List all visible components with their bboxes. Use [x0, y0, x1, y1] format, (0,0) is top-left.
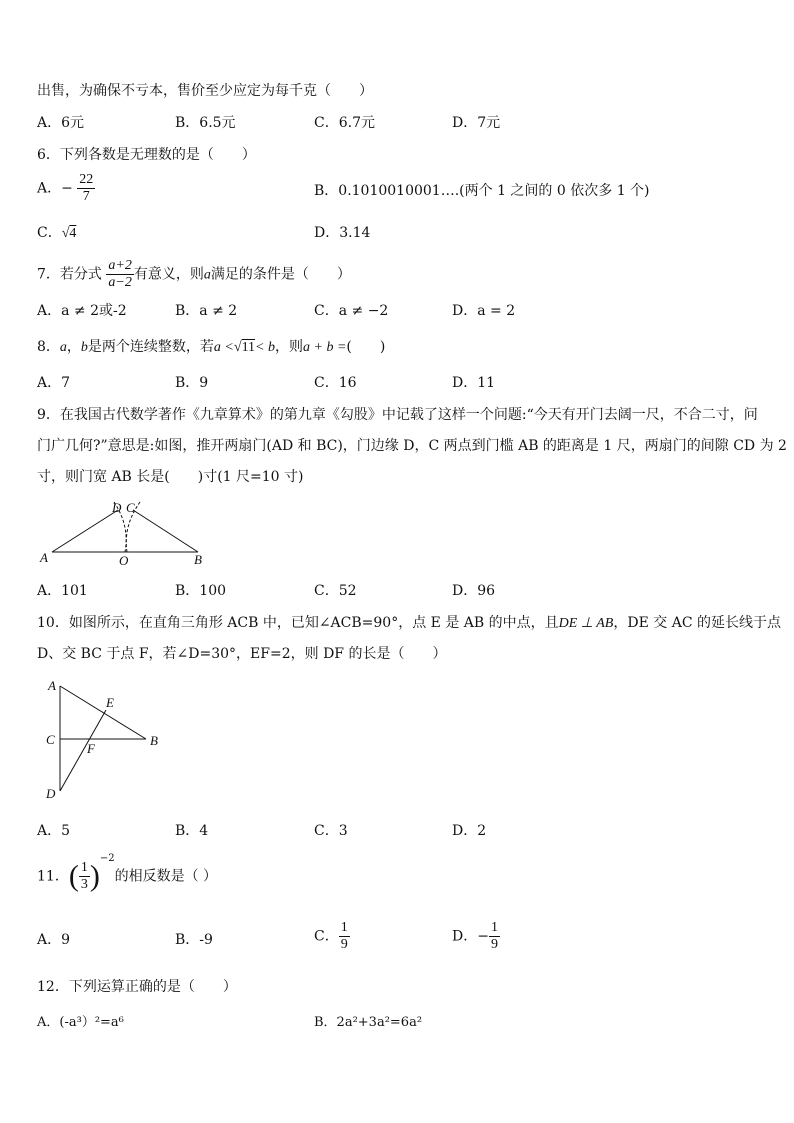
q6-option-a-prefix: A．−	[37, 180, 73, 197]
q12-option-a[interactable]: A．(-a³）²=a⁶	[37, 1015, 124, 1030]
q11-stem-pre: 11．	[37, 868, 69, 885]
q6-option-c-prefix: C．	[37, 225, 62, 241]
q11-fraction-denominator: 3	[80, 877, 88, 892]
q5-option-d[interactable]: D．7元	[452, 115, 501, 131]
q10-option-d[interactable]: D．2	[452, 823, 487, 839]
q8-var-b: b	[80, 340, 88, 355]
q11-option-d-prefix: D．−	[452, 928, 489, 945]
door-bc-line	[133, 510, 198, 552]
q12-option-b[interactable]: B．2a²+3a²=6a²	[314, 1015, 423, 1030]
q6-stem: 6．下列各数是无理数的是（ ）	[37, 147, 256, 163]
q7-fraction	[106, 258, 133, 291]
q9-option-d[interactable]: D．96	[452, 583, 496, 599]
q10-stem-line-1c: ，DE 交 AC 的延长线于点	[613, 615, 781, 631]
q9-stem-line-3: 寸，则门宽 AB 长是( )寸(1 尺=10 寸)	[37, 469, 304, 485]
q8-stem-post: ( )	[346, 339, 386, 355]
q5-option-a[interactable]: A．6元	[37, 115, 85, 131]
q7-fraction-denominator: a−2	[108, 275, 132, 290]
q8-stem-mid3: ，则	[275, 339, 303, 355]
q8-expression: a + b =	[303, 340, 347, 355]
q7-option-a[interactable]: A．a ≠ 2或-2	[37, 303, 127, 319]
q11-option-b[interactable]: B．-9	[175, 932, 213, 948]
sqrt-icon: √	[61, 226, 70, 241]
segment-de	[60, 710, 106, 791]
q12-stem: 12．下列运算正确的是（ ）	[37, 979, 237, 995]
q10-triangle-diagram	[40, 676, 170, 804]
label-b: B	[150, 733, 158, 748]
q8-option-a[interactable]: A．7	[37, 375, 71, 391]
q10-option-a[interactable]: A．5	[37, 823, 71, 839]
q11-exponent: −2	[99, 853, 115, 864]
q11-option-c-denominator: 9	[340, 937, 348, 952]
q11-option-c-prefix: C．	[314, 928, 339, 945]
label-b: B	[194, 552, 202, 567]
label-d: D	[112, 500, 122, 515]
label-e: E	[106, 695, 114, 710]
label-a: A	[48, 678, 56, 693]
q11-stem	[37, 853, 218, 893]
q11-option-d[interactable]	[452, 920, 500, 953]
q11-option-c-numerator: 1	[340, 920, 348, 935]
q6-option-b[interactable]: B．0.1010010001….(两个 1 之间的 0 依次多 1 个)	[314, 183, 650, 199]
q5-stem-continuation: 出售，为确保不亏本，售价至少应定为每千克（ ）	[37, 83, 373, 99]
q8-stem-mid1: ，	[66, 339, 81, 355]
q8-stem-mid2: 是两个连续整数，若	[87, 339, 214, 355]
q11-fraction	[79, 860, 90, 893]
q8-option-d[interactable]: D．11	[452, 375, 496, 391]
q9-option-c[interactable]: C．52	[314, 583, 357, 599]
segment-ab	[60, 686, 146, 739]
q9-stem-line-2: 门广几何?”意思是:如图，推开两扇门(AD 和 BC)，门边缘 D，C 两点到门槛 AB 的距离是 1 尺，两扇门的间隙 CD 为 2	[37, 438, 787, 454]
q11-stem-post: 的相反数是（ ）	[114, 868, 218, 885]
q11-option-a[interactable]: A．9	[37, 932, 71, 948]
q8-stem-pre: 8．	[37, 339, 60, 355]
label-c: C	[126, 500, 135, 515]
sqrt-icon: √	[233, 340, 242, 355]
q9-option-a[interactable]: A．101	[37, 583, 88, 599]
q8-ineq-right: < b	[255, 340, 275, 355]
q10-perpendicular-expr: DE ⊥ AB	[558, 616, 614, 631]
q7-stem	[37, 258, 351, 291]
label-f: F	[87, 741, 95, 756]
q8-stem	[37, 338, 385, 357]
q11-option-d-fraction	[489, 920, 500, 953]
q7-option-c[interactable]: C．a ≠ −2	[314, 303, 389, 319]
q6-option-a-denominator: 7	[82, 189, 90, 204]
q8-radicand: 11	[241, 340, 256, 355]
q11-option-c-fraction	[339, 920, 350, 953]
q7-stem-post2: 满足的条件是（ ）	[210, 266, 351, 283]
label-o: O	[119, 553, 129, 568]
q11-option-d-denominator: 9	[490, 937, 498, 952]
q11-option-c[interactable]	[314, 920, 350, 953]
q6-option-a[interactable]	[37, 172, 95, 205]
q6-option-c[interactable]	[37, 224, 76, 243]
q8-option-c[interactable]: C．16	[314, 375, 357, 391]
door-ad-line	[52, 510, 118, 552]
q10-stem-line-2: D、交 BC 于点 F，若∠D=30°，EF=2，则 DF 的长是（ ）	[37, 646, 447, 662]
q9-stem-line-1: 9．在我国古代数学著作《九章算术》的第九章《勾股》中记载了这样一个问题:“今天有开门去阔一尺，不合二寸，问	[37, 407, 758, 423]
q9-option-b[interactable]: B．100	[175, 583, 227, 599]
q8-ineq-left: a <	[213, 340, 234, 355]
label-d: D	[46, 786, 56, 801]
q6-option-a-fraction	[77, 172, 95, 205]
q7-variable: a	[203, 267, 211, 283]
q10-stem-line-1	[37, 614, 781, 633]
left-paren-icon: (	[68, 859, 79, 893]
q10-option-c[interactable]: C．3	[314, 823, 348, 839]
q7-stem-post1: 有意义，则	[133, 266, 204, 283]
label-c: C	[46, 732, 55, 747]
q7-option-b[interactable]: B．a ≠ 2	[175, 303, 238, 319]
right-paren-icon: )	[89, 859, 100, 893]
q11-fraction-numerator: 1	[80, 860, 88, 875]
q10-stem-line-1a: 10．如图所示，在直角三角形 ACB 中，已知∠ACB=90°，点 E 是 AB 的中点，且	[37, 615, 559, 631]
q6-option-a-numerator: 22	[79, 172, 94, 187]
q6-option-d[interactable]: D．3.14	[314, 225, 371, 241]
q6-option-c-radicand: 4	[69, 226, 77, 241]
q8-option-b[interactable]: B．9	[175, 375, 209, 391]
q7-fraction-numerator: a+2	[108, 258, 132, 273]
q11-option-d-numerator: 1	[490, 920, 498, 935]
q5-option-b[interactable]: B．6.5元	[175, 115, 236, 131]
q10-option-b[interactable]: B．4	[175, 823, 209, 839]
q8-var-a: a	[59, 340, 67, 355]
label-a: A	[40, 550, 48, 565]
q7-option-d[interactable]: D．a = 2	[452, 303, 516, 319]
q5-option-c[interactable]: C．6.7元	[314, 115, 375, 131]
q7-stem-pre: 7．若分式	[37, 266, 102, 283]
q9-door-diagram	[30, 496, 220, 572]
